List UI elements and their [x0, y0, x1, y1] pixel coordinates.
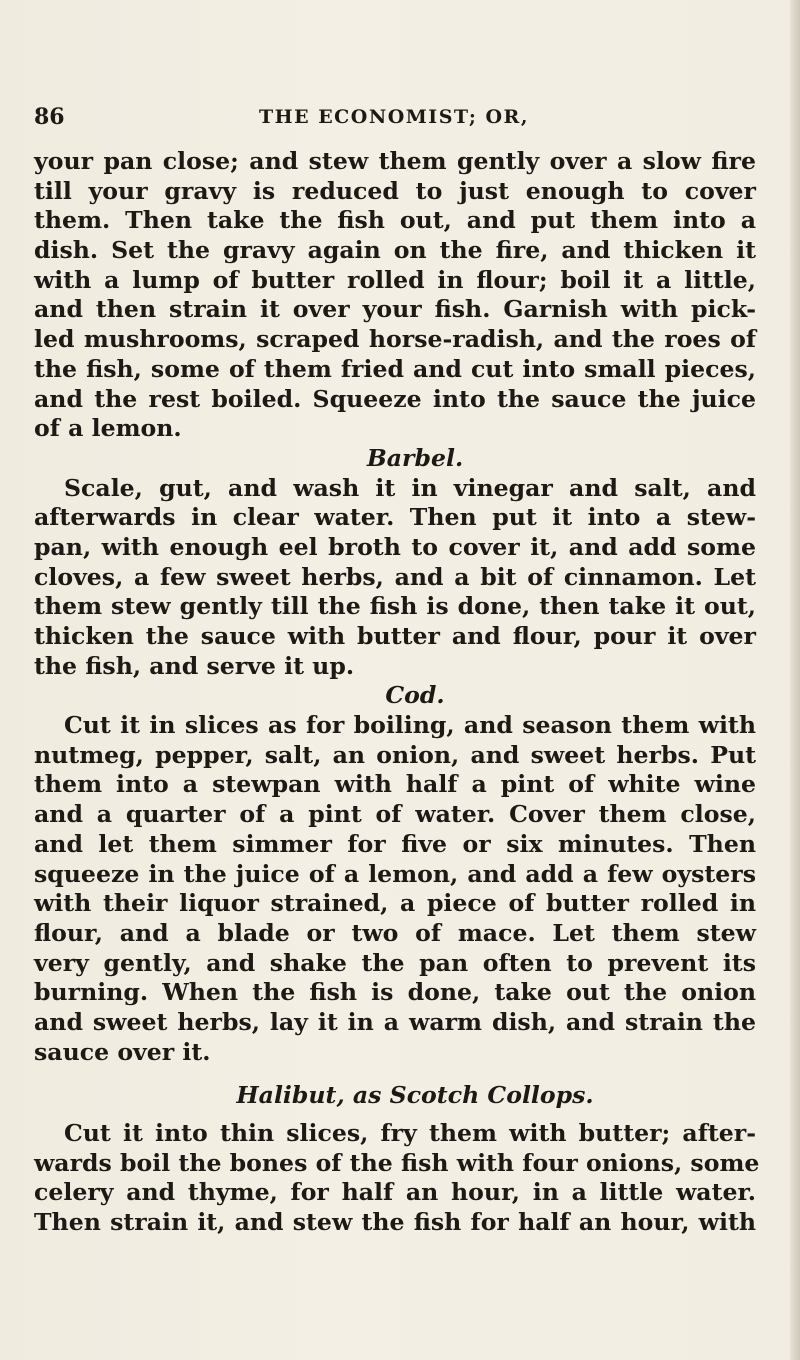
- text-line: Cut it in slices as for boiling, and season them with: [64, 711, 756, 740]
- section-heading: Barbel.: [366, 443, 464, 472]
- paragraph: [34, 474, 756, 682]
- text-line: thicken the sauce with butter and flour, pour it over: [34, 622, 756, 650]
- text-line: pan, with enough eel broth to cover it, and add some: [34, 532, 756, 561]
- text-line: cloves, a few sweet herbs, and a bit of cinnamon. Let: [34, 562, 756, 591]
- text-line: Cut it into thin slices, fry them with butter; after-: [64, 1119, 756, 1147]
- text-line: and the rest boiled. Squeeze into the sauce the juice: [34, 384, 756, 413]
- text-line: and a quarter of a pint of water. Cover them close,: [34, 800, 756, 829]
- text-line: and let them simmer for five or six minutes. Then: [34, 829, 756, 858]
- text-line: Scale, gut, and wash it in vinegar and salt, and: [64, 473, 756, 502]
- text-line: and sweet herbs, lay it in a warm dish, and strain the: [34, 1007, 756, 1036]
- running-head: THE ECONOMIST; OR,: [259, 106, 529, 128]
- page-edge: [790, 0, 800, 1360]
- text-line: celery and thyme, for half an hour, in a little water.: [34, 1178, 756, 1207]
- section-heading: Cod.: [385, 681, 445, 710]
- paragraph: [34, 147, 756, 444]
- body-text: [34, 147, 760, 1238]
- text-line: the fish, and serve it up.: [34, 651, 355, 680]
- text-line: very gently, and shake the pan often to prevent its: [34, 948, 756, 977]
- text-line: Then strain it, and stew the fish for half an hour, with: [34, 1208, 756, 1237]
- text-line: them into a stewpan with half a pint of white wine: [34, 770, 756, 799]
- text-line: afterwards in clear water. Then put it into a stew-: [34, 503, 756, 532]
- text-line: nutmeg, pepper, salt, an onion, and sweet herbs. Put: [34, 740, 756, 769]
- paragraph: [34, 711, 756, 1067]
- text-line: the fish, some of them fried and cut into small pieces,: [34, 354, 756, 383]
- page-number: 86: [34, 104, 65, 130]
- text-line: them stew gently till the fish is done, then take it out,: [34, 592, 756, 621]
- text-line: till your gravy is reduced to just enough to cover: [34, 176, 756, 205]
- page-header: [34, 104, 754, 144]
- text-line: your pan close; and stew them gently over a slow fire: [34, 147, 756, 175]
- text-line: and then strain it over your fish. Garnish with pick-: [34, 295, 756, 324]
- text-line: burning. When the fish is done, take out the onion: [34, 978, 756, 1007]
- text-line: of a lemon.: [34, 414, 182, 443]
- text-line: wards boil the bones of the fish with four onions, some: [34, 1148, 760, 1177]
- paragraph: [34, 1119, 760, 1238]
- text-line: dish. Set the gravy again on the fire, and thicken it: [34, 236, 756, 265]
- text-line: with a lump of butter rolled in flour; boil it a little,: [34, 265, 756, 294]
- text-line: led mushrooms, scraped horse-radish, and the roes of: [34, 325, 756, 354]
- text-line: sauce over it.: [34, 1037, 211, 1066]
- text-line: with their liquor strained, a piece of butter rolled in: [34, 889, 756, 918]
- text-line: squeeze in the juice of a lemon, and add a few oysters: [34, 859, 756, 888]
- text-line: them. Then take the fish out, and put them into a: [34, 206, 756, 235]
- text-line: flour, and a blade or two of mace. Let them stew: [34, 918, 756, 947]
- section-heading: Halibut, as Scotch Collops.: [236, 1081, 594, 1110]
